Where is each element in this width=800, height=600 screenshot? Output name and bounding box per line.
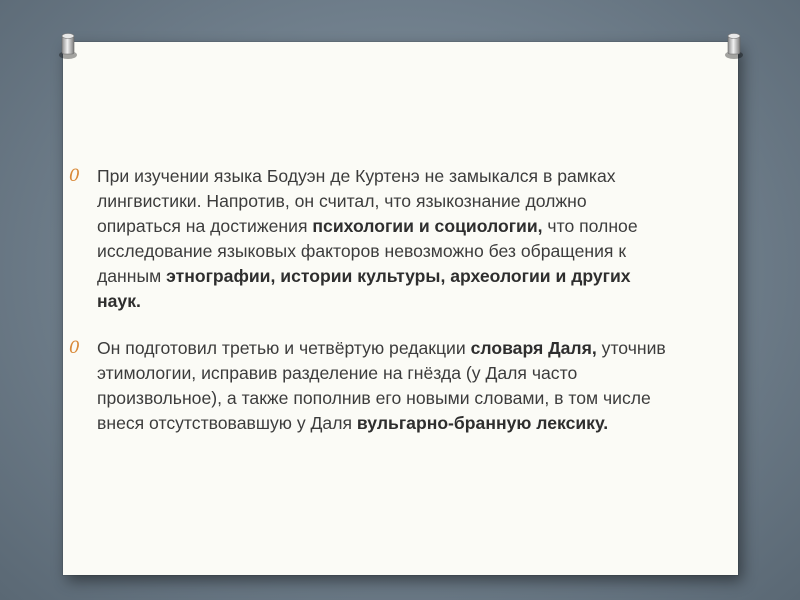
pin-icon [722,30,746,60]
slide-content [69,164,675,458]
text-segment: Он подготовил третью и четвёртую редакции [97,338,471,358]
bold-text-segment: этнографии, истории культуры, археологии и других наук. [97,266,631,311]
text-segment: что полное исследование языковых факторов невозможно без обращения к данным [97,216,638,286]
bullet-item [69,164,675,314]
text-segment: При изучении языка Бодуэн де Куртенэ не замыкался в рамках лингвистики. Напротив, он считал, что языкознание должно опираться на достижения [97,166,616,236]
bullet-text [97,338,666,433]
bullet-marker: 0 [69,166,80,186]
pin-icon [56,30,80,60]
bold-text-segment: словаря Даля, [470,338,597,358]
bullet-item [69,336,675,436]
bullet-marker: 0 [69,338,80,358]
bold-text-segment: вульгарно-бранную лексику. [356,413,609,433]
bold-text-segment: психологии и социологии, [312,216,543,236]
text-segment: уточнив этимологии, исправив разделение на гнёзда (у Даля часто произвольное), а также пополнив его новыми словами, в том числе внеся отсутствовавшую у Даля [97,338,666,433]
bullet-text [97,166,638,311]
